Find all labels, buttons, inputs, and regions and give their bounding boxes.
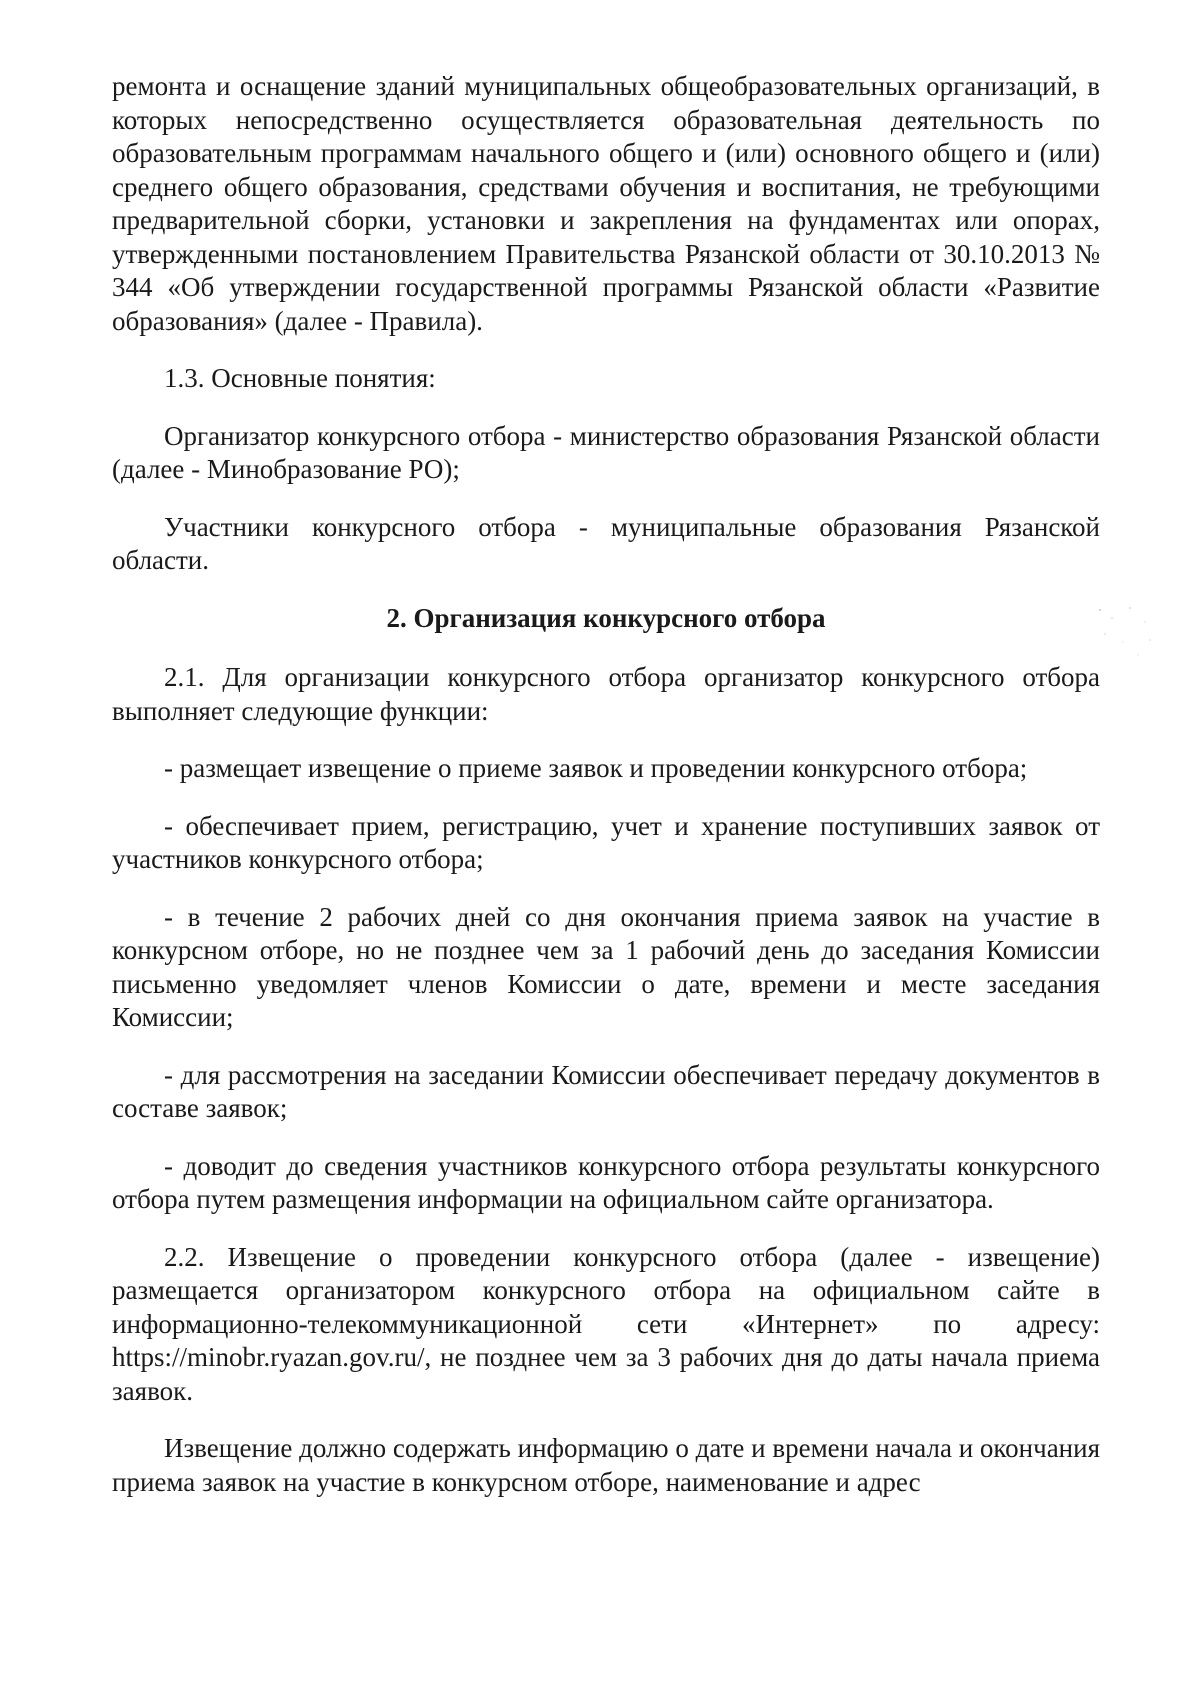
scan-noise-specks [1090,600,1170,670]
paragraph-2-2: 2.2. Извещение о проведении конкурсного отбора (далее - извещение) размещается организатором конкурсного отбора на официальном сайте в информационно-телекоммуникационной сети «Интернет» по адресу: https://minobr.ryazan.gov.ru/, не позднее чем за 3 рабочих дня до даты начала приема заявок. [112,1241,1100,1406]
paragraph-notice-contents: Извещение должно содержать информацию о дате и времени начала и окончания приема заявок на участие в конкурсном отборе, наименование и адрес [112,1433,1100,1497]
list-item-transfer-documents: - для рассмотрения на заседании Комиссии обеспечивает передачу документов в составе заявок; [112,1059,1100,1123]
list-item-inform-results: - доводит до сведения участников конкурсного отбора результаты конкурсного отбора путем размещения информации на официальном сайте организатора. [112,1150,1100,1214]
paragraph-continuation: ремонта и оснащение зданий муниципальных общеобразовательных организаций, в которых непосредственно осуществляется образовательная деятельность по образовательным программам начального общего и (или) основного общего и (или) среднего общего образования, средствами обучения и воспитания, не требующими предварительной сборки, установки и закрепления на фундаментах или опорах, утвержденными постановлением Правительства Рязанской области от 30.10.2013 № 344 «Об утверждении государственной программы Рязанской области «Развитие образования» (далее - Правила). [112,71,1100,336]
paragraph-organizer-definition: Организатор конкурсного отбора - министерство образования Рязанской области (далее - Минобразование РО); [112,420,1100,484]
paragraph-participants-definition: Участники конкурсного отбора - муниципальные образования Рязанской области. [112,511,1100,575]
list-item-notify-commission: - в течение 2 рабочих дней со дня окончания приема заявок на участие в конкурсном отборе, но не позднее чем за 1 рабочий день до заседания Комиссии письменно уведомляет членов Комиссии о дате, времени и месте заседания Комиссии; [112,901,1100,1032]
list-item-receive-applications: - обеспечивает прием, регистрацию, учет и хранение поступивших заявок от участников конкурсного отбора; [112,810,1100,874]
document-body [112,70,1100,1523]
list-item-publish-notice: - размещает извещение о приеме заявок и проведении конкурсного отбора; [164,753,1028,783]
section-heading: 2. Организация конкурсного отбора [386,602,826,633]
paragraph-2-1: 2.1. Для организации конкурсного отбора организатор конкурсного отбора выполняет следующие функции: [112,662,1100,726]
paragraph-basic-concepts: 1.3. Основные понятия: [164,363,436,393]
